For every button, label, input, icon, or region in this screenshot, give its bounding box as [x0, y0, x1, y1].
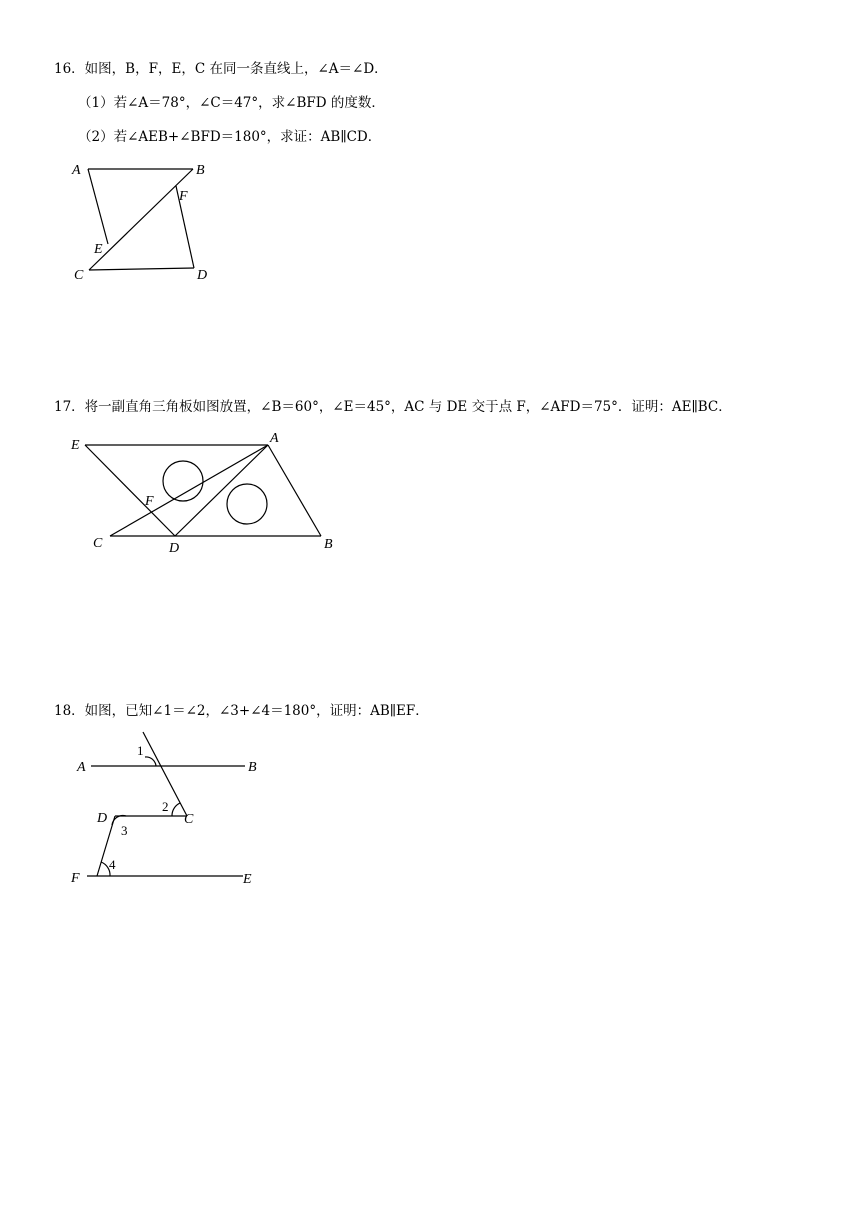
label-F: F — [179, 189, 188, 204]
label-E: E — [71, 438, 80, 453]
label-angle-3: 3 — [121, 823, 128, 838]
angle-2-arc — [172, 803, 180, 816]
q17-figure — [65, 425, 350, 560]
label-D: D — [97, 811, 108, 826]
label-E: E — [243, 872, 252, 887]
segment-AB — [268, 445, 321, 536]
label-F: F — [71, 871, 80, 886]
label-angle-2: 2 — [162, 799, 169, 814]
label-F: F — [145, 494, 154, 509]
segment-BC — [89, 169, 193, 270]
label-A: A — [72, 163, 81, 178]
angle-1-arc — [145, 757, 156, 766]
q16-part2: （2）若∠AEB+∠BFD＝180°，求证：AB∥CD． — [78, 129, 382, 145]
label-B: B — [248, 760, 257, 775]
q17-stem: 17．将一副直角三角板如图放置，∠B＝60°，∠E＝45°，AC 与 DE 交于点 F，∠AFD＝75°．证明：AE∥BC． — [54, 399, 732, 415]
label-angle-4: 4 — [109, 857, 116, 872]
q16-stem: 16．如图，B，F，E，C 在同一条直线上，∠A＝∠D． — [54, 61, 388, 77]
label-angle-1: 1 — [137, 743, 144, 758]
q18-figure — [65, 725, 275, 895]
label-B: B — [196, 163, 205, 178]
label-E: E — [94, 242, 103, 257]
segment-AE — [88, 169, 108, 244]
segment-CD — [89, 268, 194, 270]
label-D: D — [169, 541, 180, 556]
triangle-ruler-hole-left — [163, 461, 203, 501]
label-C: C — [74, 268, 84, 283]
label-B: B — [324, 537, 333, 552]
label-A: A — [270, 431, 279, 446]
label-C: C — [93, 536, 103, 551]
q16-figure — [60, 155, 230, 290]
q18-stem: 18．如图，已知∠1＝∠2，∠3+∠4＝180°，证明：AB∥EF． — [54, 703, 429, 719]
q16-part1: （1）若∠A＝78°，∠C＝47°，求∠BFD 的度数． — [78, 95, 385, 111]
label-A: A — [77, 760, 86, 775]
segment-ED — [85, 445, 175, 536]
triangle-ruler-hole-right — [227, 484, 267, 524]
label-D: D — [197, 268, 208, 283]
label-C: C — [184, 812, 194, 827]
